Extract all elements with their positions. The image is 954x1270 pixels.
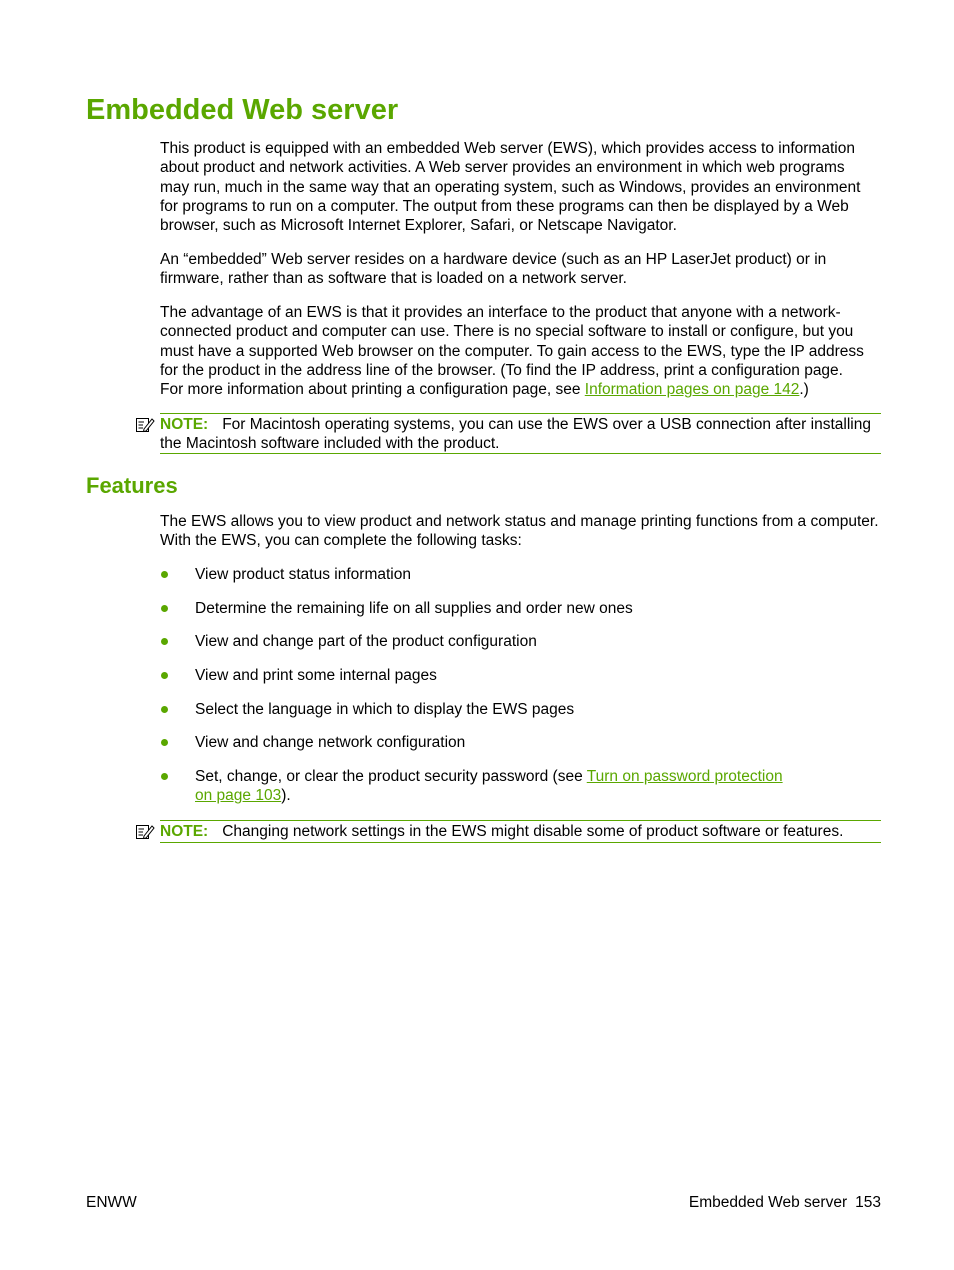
bullet-icon — [161, 706, 168, 713]
note-label: NOTE: — [160, 823, 209, 840]
note-macintosh — [160, 413, 881, 454]
paragraph-line: connected product and computer can use. There is no special software to install or configure, but you — [160, 323, 854, 341]
list-item-text: View and change part of the product configuration — [195, 633, 537, 650]
list-item-text — [195, 767, 783, 806]
paragraph-line: The advantage of an EWS is that it provides an interface to the product that anyone with a network- — [160, 304, 841, 321]
password-protection-page-link[interactable]: on page 103 — [195, 787, 282, 805]
information-pages-link[interactable]: Information pages on page 142 — [584, 381, 800, 399]
intro-paragraph — [160, 139, 885, 235]
list-item — [160, 565, 411, 584]
list-item — [160, 733, 465, 752]
note-line: the Macintosh software included with the product. — [160, 435, 500, 453]
bullet-icon — [161, 638, 168, 645]
paragraph-line: An “embedded” Web server resides on a hardware device (such as an HP LaserJet product) or in — [160, 251, 827, 268]
note-text: For Macintosh operating systems, you can use the EWS over a USB connection after installing — [222, 416, 871, 433]
embedded-paragraph — [160, 250, 885, 289]
features-heading: Features — [86, 473, 178, 498]
list-item — [160, 599, 633, 618]
list-item-text-prefix: Set, change, or clear the product security password (see — [195, 768, 587, 785]
note-text: Changing network settings in the EWS might disable some of product software or features. — [222, 823, 844, 840]
paragraph-line: browser, such as Microsoft Internet Explorer, Safari, or Netscape Navigator. — [160, 217, 677, 235]
password-protection-link[interactable]: Turn on password protection — [586, 768, 783, 785]
bullet-icon — [161, 773, 168, 780]
paragraph-line: The EWS allows you to view product and network status and manage printing functions from a computer. — [160, 513, 879, 530]
list-item-text-suffix: ). — [281, 787, 291, 805]
note-line — [160, 415, 881, 434]
bullet-icon — [161, 571, 168, 578]
page-number: 153 — [855, 1194, 881, 1211]
paragraph-line: may run, much in the same way that an operating system, such as Windows, provides an environment — [160, 178, 861, 196]
list-item-text: Determine the remaining life on all supplies and order new ones — [195, 600, 633, 617]
footer-left-label: ENWW — [86, 1194, 137, 1211]
paragraph-line: This product is equipped with an embedded Web server (EWS), which provides access to information — [160, 140, 855, 157]
paragraph-line: firmware, rather than as software that is loaded on a network server. — [160, 270, 627, 288]
paragraph-text: For more information about printing a configuration page, see — [160, 381, 585, 399]
paragraph-line: must have a supported Web browser on the computer. To gain access to the EWS, type the IP address — [160, 342, 864, 360]
note-pencil-icon — [135, 416, 155, 434]
note-line — [160, 822, 881, 841]
list-item-line — [195, 786, 783, 805]
list-item-text: View and print some internal pages — [195, 667, 437, 684]
bullet-icon — [161, 739, 168, 746]
list-item-text: Select the language in which to display the EWS pages — [195, 701, 575, 718]
paragraph-line: about product and network activities. A Web server provides an environment in which web programs — [160, 159, 845, 177]
page-title: Embedded Web server — [86, 94, 399, 126]
footer-right — [689, 1193, 881, 1212]
list-item-line — [195, 767, 783, 786]
note-network-settings — [160, 820, 881, 843]
bullet-icon — [161, 605, 168, 612]
paragraph-line: With the EWS, you can complete the following tasks: — [160, 532, 522, 550]
list-item-text: View and change network configuration — [195, 734, 466, 751]
list-item-text: View product status information — [195, 566, 411, 583]
bullet-icon — [161, 672, 168, 679]
list-item — [160, 666, 437, 685]
paragraph-text: .) — [799, 381, 809, 399]
paragraph-line: for the product in the address line of the browser. (To find the IP address, print a configuration page. — [160, 361, 843, 379]
list-item — [160, 632, 537, 651]
paragraph-line — [160, 380, 885, 399]
paragraph-line: for programs to run on a computer. The output from these programs can then be displayed by a Web — [160, 197, 849, 215]
features-paragraph — [160, 512, 885, 551]
list-item — [160, 767, 783, 806]
note-label: NOTE: — [160, 416, 209, 433]
note-pencil-icon — [135, 823, 155, 841]
footer-section-title: Embedded Web server — [688, 1194, 848, 1211]
list-item — [160, 700, 574, 719]
advantage-paragraph — [160, 303, 885, 399]
